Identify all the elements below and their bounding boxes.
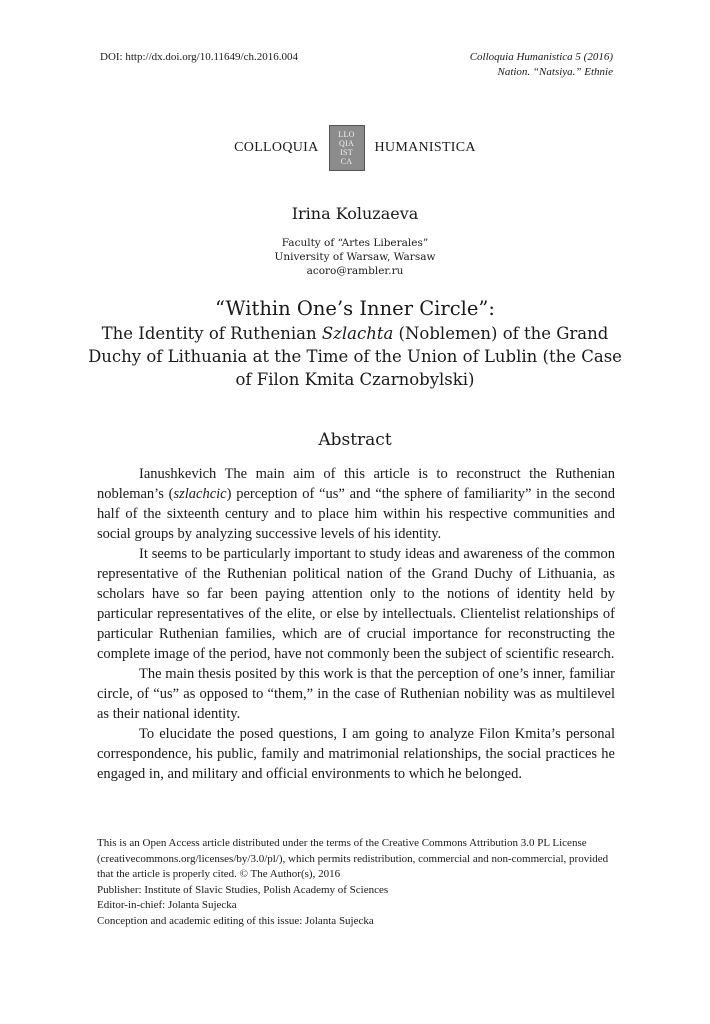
masthead bbox=[0, 125, 710, 171]
journal-logo-icon bbox=[329, 125, 365, 171]
masthead-right-text: HUMANISTICA bbox=[374, 140, 476, 155]
paragraph-text: ) perception of “us” and “the sphere of familiarity” in the second half of the sixteenth century and to place him within his respective communities and social groups by analyzing successive levels of his identity. bbox=[97, 486, 615, 542]
affiliation-university: University of Warsaw, Warsaw bbox=[274, 251, 436, 263]
logo-line: QIA bbox=[338, 139, 355, 148]
editor-note: Editor-in-chief: Jolanta Sujecka bbox=[97, 899, 237, 911]
masthead-left-text: COLLOQUIA bbox=[234, 140, 319, 155]
abstract-paragraph: To elucidate the posed questions, I am going to analyze Filon Kmita’s personal correspondence, his public, family and matrimonial relationships, the social practices he engaged in, and military and official environments to which he belonged. bbox=[97, 726, 615, 782]
journal-info bbox=[353, 50, 613, 80]
subtitle-part: The Identity of Ruthenian bbox=[101, 324, 322, 343]
title-subtitle bbox=[80, 322, 630, 391]
footer-notes bbox=[97, 836, 617, 929]
article-title bbox=[80, 296, 630, 391]
paragraph-italic: szlachcic bbox=[173, 486, 227, 502]
abstract-paragraph bbox=[97, 464, 615, 544]
author-name: Irina Koluzaeva bbox=[291, 204, 419, 223]
abstract-heading: Abstract bbox=[318, 430, 392, 450]
issue-theme: Nation. “Natsiya.” Ethnie bbox=[497, 66, 613, 78]
logo-line: CA bbox=[340, 157, 353, 166]
logo-line: IST bbox=[340, 148, 353, 157]
doi-link[interactable]: DOI: http://dx.doi.org/10.11649/ch.2016.004 bbox=[100, 51, 298, 63]
title-main: “Within One’s Inner Circle”: bbox=[215, 297, 495, 320]
abstract-paragraph: The main thesis posited by this work is that the perception of one’s inner, familiar circle, of “us” as opposed to “them,” in the case of Ruthenian nobility was as multilevel as their national identity. bbox=[97, 666, 615, 722]
journal-title: Colloquia Humanistica 5 (2016) bbox=[469, 51, 613, 63]
author-affiliation bbox=[0, 236, 710, 278]
conception-note: Conception and academic editing of this issue: Jolanta Sujecka bbox=[97, 914, 374, 927]
subtitle-italic: Szlachta bbox=[321, 324, 394, 343]
paragraph-text: Ianushkevich The main aim of this article is to reconstruct the Ruthenian nobleman’s ( bbox=[97, 466, 615, 502]
abstract-body bbox=[97, 464, 615, 784]
subtitle-part: (Noblemen) of the Grand Duchy of Lithuania at the Time of the Union of Lublin (the Case of Filon Kmita Czarnobylski) bbox=[88, 324, 622, 389]
license-note: This is an Open Access article distributed under the terms of the Creative Commons Attribution 3.0 PL License (creativecommons.org/licenses/by/3.0/pl/), which permits redistribution, commercial and non-commercial, provided that the article is properly cited. © The Author(s), 2016 bbox=[97, 837, 609, 880]
abstract-paragraph: It seems to be particularly important to study ideas and awareness of the common representative of the Ruthenian political nation of the Grand Duchy of Lithuania, as scholars have so far been paying attention only to the notions of identity held by particular representatives of the elite, or else by intellectuals. Clientelist relationships of particular Ruthenian families, which are of crucial importance for reconstructing the complete image of the period, have not commonly been the subject of scientific research. bbox=[97, 546, 615, 662]
publisher-note: Publisher: Institute of Slavic Studies, Polish Academy of Sciences bbox=[97, 883, 389, 896]
affiliation-faculty: Faculty of “Artes Liberales” bbox=[281, 237, 429, 249]
author-email[interactable]: acoro@rambler.ru bbox=[306, 265, 404, 277]
logo-line: LLO bbox=[338, 130, 355, 139]
